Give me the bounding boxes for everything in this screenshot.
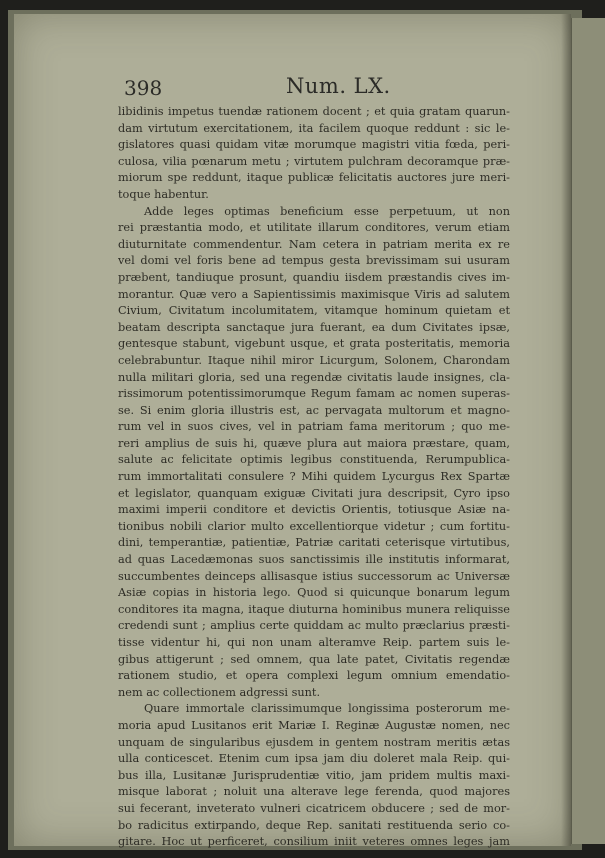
text-line: tisse videntur hi, qui non unam alteramve Reip. partem suis le- <box>118 636 510 649</box>
text-line: gislatores quasi quidam vitæ morumque magistri vitia fœda, peri- <box>118 138 510 152</box>
text-line: morantur. Quæ vero a Sapientissimis maximisque Viris ad salutem <box>118 287 510 301</box>
text-line: misque laborat ; noluit una alterave lege ferenda, quod majores <box>118 785 510 799</box>
text-line: præbent, tandiuque prosunt, quandiu iisdem præstandis cives im- <box>118 270 510 284</box>
text-line: Civium, Civitatum incolumitatem, vitamque hominum quietam et <box>118 304 510 318</box>
text-line: sui fecerant, inveterato vulneri cicatricem obducere ; sed de mor- <box>118 801 510 815</box>
text-line: vel domi vel foris bene ad tempus gesta brevissimam sui usuram <box>118 254 510 268</box>
text-line: ulla conticescet. Etenim cum ipsa jam diu doleret mala Reip. qui- <box>118 752 510 766</box>
text-line: conditores ita magna, itaque diuturna hominibus munera reliquisse <box>118 602 510 616</box>
text-line: dam virtutum exercitationem, ita facilem quoque reddunt : sic le- <box>118 121 510 135</box>
text-line: credendi sunt ; amplius certe quiddam ac multo præclarius præsti- <box>118 619 510 633</box>
text-line: nulla militari gloria, sed una regendæ civitatis laude insignes, cla- <box>118 370 510 384</box>
text-line: rissimorum potentissimorumque Regum famam ac nomen superas- <box>118 387 510 401</box>
text-line: maximi imperii conditore et devictis Orientis, totiusque Asiæ na- <box>118 503 510 517</box>
text-line: ad quas Lacedæmonas suos sanctissimis ille institutis informarat, <box>118 553 510 567</box>
body-text <box>118 104 510 851</box>
text-line: Asiæ copias in historia lego. Quod si quicunque bonarum legum <box>118 586 510 600</box>
text-line: moria apud Lusitanos erit Mariæ I. Reginæ Augustæ nomen, nec <box>118 718 510 732</box>
text-line: se. Si enim gloria illustris est, ac pervagata multorum et magno- <box>118 403 510 417</box>
running-title: Num. LX. <box>286 74 391 98</box>
text-line: dini, temperantiæ, patientiæ, Patriæ caritati ceterisque virtutibus, <box>118 536 510 550</box>
text-line: bo radicitus extirpando, deque Rep. sanitati restituenda serio co- <box>118 818 510 832</box>
text-line: gibus attigerunt ; sed omnem, qua late patet, Civitatis regendæ <box>118 652 510 666</box>
text-line: gitare. Hoc ut perficeret, consilium iniit veteres omnes leges jam <box>118 835 510 849</box>
text-line: beatam descripta sanctaque jura fuerant, ea dum Civitates ipsæ, <box>118 320 510 334</box>
text-line: salute ac felicitate optimis legibus constituenda, Rerumpublica- <box>118 453 510 467</box>
text-line: et legislator, quanquam exiguæ Civitati jura descripsit, Cyro ipso <box>118 486 510 500</box>
text-line: celebrabuntur. Itaque nihil miror Licurgum, Solonem, Charondam <box>118 353 510 367</box>
text-line: succumbentes deinceps allisasque istius successorum ac Universæ <box>118 569 510 583</box>
text-line: toque habentur. <box>118 187 209 201</box>
text-line: rei præstantia modo, et utilitate illarum conditores, verum etiam <box>118 221 510 235</box>
text-line: reri amplius de suis hi, quæve plura aut maiora præstare, quam, <box>118 436 510 450</box>
facing-page-edge <box>570 18 605 844</box>
page-number: 398 <box>124 76 163 100</box>
text-line: libidinis impetus tuendæ rationem docent ; et quia gratam quarun- <box>118 105 510 118</box>
text-line: rum immortalitati consulere ? Mihi quidem Lycurgus Rex Spartæ <box>118 470 510 484</box>
text-line: rationem studio, et opera complexi legum omnium emendatio- <box>118 669 510 683</box>
text-line: Quare immortale clarissimumque longissima posterorum me- <box>144 702 510 716</box>
text-line: miorum spe reddunt, itaque publicæ felicitatis auctores jure meri- <box>118 171 510 185</box>
text-line: rum vel in suos cives, vel in patriam fama meritorum ; quo me- <box>118 420 510 434</box>
page-header <box>124 64 514 98</box>
text-line: bus illa, Lusitanæ Jurisprudentiæ vitio, jam pridem multis maxi- <box>118 768 510 782</box>
page-gutter-shadow <box>561 14 571 846</box>
text-line: unquam de singularibus ejusdem in gentem nostram meritis ætas <box>118 735 510 749</box>
text-line: gentesque stabunt, vigebunt usque, et grata posteritatis, memoria <box>118 337 510 351</box>
text-line: nem ac collectionem adgressi sunt. <box>118 685 321 699</box>
text-line: Adde leges optimas beneficium esse perpetuum, ut non <box>144 204 510 218</box>
text-line: diuturnitate commendentur. Nam cetera in patriam merita ex re <box>118 237 510 251</box>
text-line: culosa, vilia pœnarum metu ; virtutem pulchram decoramque præ- <box>118 154 510 168</box>
text-line: tionibus nobili clarior multo excellentiorque videtur ; cum fortitu- <box>118 519 510 533</box>
